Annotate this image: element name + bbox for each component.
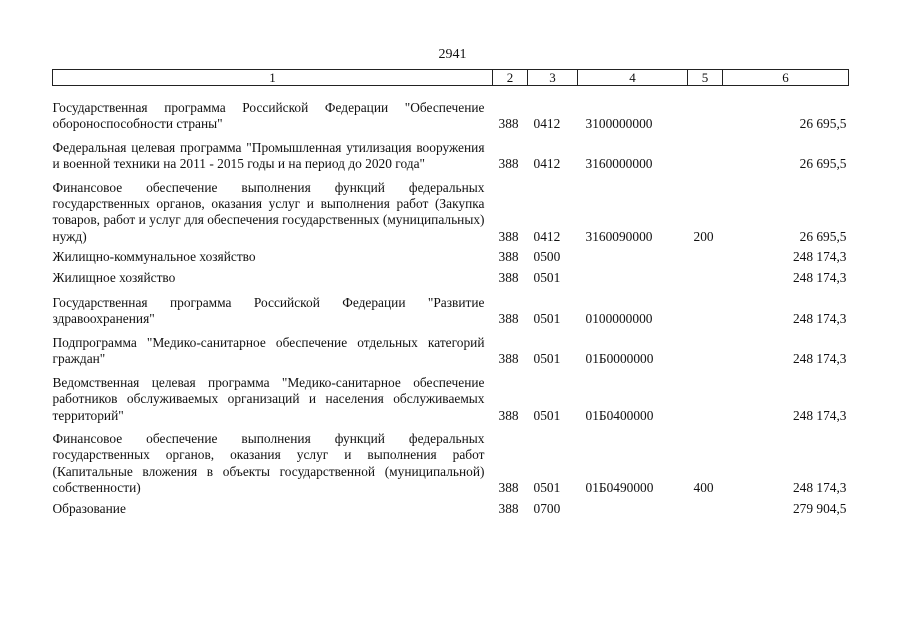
section-code-cell — [528, 501, 578, 517]
row-spacer — [53, 133, 849, 140]
row-spacer-cell — [53, 328, 849, 335]
ministry-code-cell-text: 388 — [498, 311, 519, 327]
target-article-cell — [578, 501, 688, 517]
target-article-cell-text: 01Б0000000 — [585, 351, 654, 367]
amount-cell-text: 248 174,3 — [792, 249, 847, 265]
ministry-code-cell-text: 388 — [498, 351, 519, 367]
ministry-code-cell — [493, 140, 528, 173]
row-name-cell-text: Государственная программа Российской Федерации "Развитие здравоохранения" — [52, 295, 485, 327]
amount-cell — [723, 295, 849, 328]
expense-type-cell — [688, 140, 723, 173]
ministry-code-cell-text: 388 — [498, 480, 519, 496]
row-spacer — [53, 424, 849, 431]
target-article-cell-text: 0100000000 — [585, 311, 653, 327]
row-spacer-cell — [53, 133, 849, 140]
target-article-cell-text: 3160000000 — [585, 156, 653, 172]
amount-cell — [723, 375, 849, 424]
expense-type-cell — [688, 180, 723, 246]
expense-type-cell-text: 200 — [693, 228, 714, 244]
table-row — [53, 180, 849, 246]
expense-type-cell — [688, 100, 723, 133]
row-spacer-cell — [53, 368, 849, 375]
column-header: 4 — [578, 70, 688, 86]
row-name-cell-text: Подпрограмма "Медико-санитарное обеспечение отдельных категорий граждан" — [52, 334, 485, 367]
row-spacer-cell — [53, 173, 849, 180]
amount-cell-text: 279 904,5 — [792, 500, 847, 516]
amount-cell — [723, 140, 849, 173]
ministry-code-cell — [493, 335, 528, 368]
row-name-cell — [53, 501, 493, 517]
ministry-code-cell-text: 388 — [498, 116, 519, 132]
amount-cell-text: 248 174,3 — [792, 311, 847, 327]
amount-cell — [723, 100, 849, 133]
target-article-cell-text: 01Б0400000 — [585, 407, 654, 423]
target-article-cell — [578, 180, 688, 246]
expense-type-cell — [688, 431, 723, 497]
amount-cell-text: 26 695,5 — [799, 228, 847, 244]
ministry-code-cell — [493, 249, 528, 265]
column-header: 1 — [53, 70, 493, 86]
section-code-cell — [528, 180, 578, 246]
table-body — [53, 86, 849, 517]
expense-type-cell — [688, 249, 723, 265]
column-numbers-header — [53, 70, 849, 86]
amount-cell — [723, 501, 849, 517]
section-code-cell-text: 0700 — [533, 500, 561, 516]
amount-cell-text: 26 695,5 — [799, 116, 847, 132]
expense-type-cell — [688, 335, 723, 368]
target-article-cell — [578, 270, 688, 286]
amount-cell-text: 26 695,5 — [799, 156, 847, 172]
row-name-cell-text: Финансовое обеспечение выполнения функций федеральных государственных органов, оказания услуг и выполнения работ (Капитальные вложения в объекты государственной (муниципальной) собственности) — [52, 430, 485, 496]
section-code-cell-text: 0500 — [533, 249, 561, 265]
expense-type-cell — [688, 270, 723, 286]
section-code-cell-text: 0501 — [533, 269, 561, 285]
ministry-code-cell — [493, 100, 528, 133]
section-code-cell-text: 0501 — [533, 407, 561, 423]
column-header: 6 — [723, 70, 849, 86]
amount-cell-text: 248 174,3 — [792, 480, 847, 496]
ministry-code-cell — [493, 270, 528, 286]
ministry-code-cell — [493, 295, 528, 328]
row-spacer — [53, 328, 849, 335]
amount-cell-text: 248 174,3 — [792, 269, 847, 285]
row-spacer — [53, 86, 849, 101]
ministry-code-cell — [493, 501, 528, 517]
section-code-cell — [528, 249, 578, 265]
target-article-cell — [578, 295, 688, 328]
row-name-cell-text: Жилищное хозяйство — [52, 269, 176, 285]
row-name-cell — [53, 335, 493, 368]
section-code-cell — [528, 100, 578, 133]
ministry-code-cell-text: 388 — [498, 500, 519, 516]
target-article-cell — [578, 375, 688, 424]
section-code-cell — [528, 270, 578, 286]
target-article-cell-text: 3100000000 — [585, 116, 653, 132]
page-number: 2941 — [438, 47, 467, 62]
expense-type-cell — [688, 295, 723, 328]
amount-cell — [723, 249, 849, 265]
row-name-cell-text: Ведомственная целевая программа "Медико-санитарное обеспечение работников обслуживаемых организаций и населения обслуживаемых территорий" — [52, 374, 485, 423]
ministry-code-cell — [493, 375, 528, 424]
ministry-code-cell — [493, 180, 528, 246]
row-name-cell — [53, 249, 493, 265]
row-name-cell-text: Жилищно-коммунальное хозяйство — [52, 249, 256, 265]
target-article-cell — [578, 100, 688, 133]
column-header: 5 — [688, 70, 723, 86]
target-article-cell-text: 01Б0490000 — [585, 480, 654, 496]
row-name-cell-text: Государственная программа Российской Федерации "Обеспечение обороноспособности страны" — [52, 100, 485, 132]
section-code-cell-text: 0412 — [533, 228, 561, 244]
row-name-cell — [53, 431, 493, 497]
target-article-cell — [578, 140, 688, 173]
expense-type-cell-text: 400 — [693, 480, 714, 496]
row-name-cell — [53, 295, 493, 328]
amount-cell — [723, 335, 849, 368]
ministry-code-cell — [493, 431, 528, 497]
section-code-cell — [528, 375, 578, 424]
ministry-code-cell-text: 388 — [498, 249, 519, 265]
row-spacer — [53, 368, 849, 375]
amount-cell-text: 248 174,3 — [792, 351, 847, 367]
row-name-cell-text: Финансовое обеспечение выполнения функций федеральных государственных органов, оказания услуг и выполнения работ (Закупка товаров, работ и услуг для обеспечения государственных (муниципальных) нужд) — [52, 179, 485, 244]
table-row — [53, 270, 849, 286]
budget-table — [52, 69, 849, 517]
row-spacer-cell — [53, 86, 849, 101]
row-name-cell — [53, 100, 493, 133]
ministry-code-cell-text: 388 — [498, 407, 519, 423]
target-article-cell-text: 3160090000 — [585, 228, 653, 244]
section-code-cell-text: 0501 — [533, 311, 561, 327]
ministry-code-cell-text: 388 — [498, 228, 519, 244]
table-row — [53, 431, 849, 497]
ministry-code-cell-text: 388 — [498, 269, 519, 285]
row-spacer-cell — [53, 286, 849, 295]
column-header: 3 — [528, 70, 578, 86]
table-row — [53, 249, 849, 265]
amount-cell — [723, 431, 849, 497]
amount-cell-text: 248 174,3 — [792, 407, 847, 423]
section-code-cell-text: 0412 — [533, 156, 561, 172]
target-article-cell — [578, 431, 688, 497]
table-row — [53, 295, 849, 328]
section-code-cell — [528, 335, 578, 368]
section-code-cell-text: 0501 — [533, 351, 561, 367]
row-spacer — [53, 173, 849, 180]
row-spacer — [53, 286, 849, 295]
section-code-cell-text: 0412 — [533, 116, 561, 132]
row-name-cell — [53, 140, 493, 173]
row-spacer-cell — [53, 424, 849, 431]
row-name-cell — [53, 270, 493, 286]
row-name-cell-text: Образование — [52, 500, 126, 516]
amount-cell — [723, 180, 849, 246]
section-code-cell-text: 0501 — [533, 480, 561, 496]
column-header: 2 — [493, 70, 528, 86]
section-code-cell — [528, 431, 578, 497]
table-row — [53, 375, 849, 424]
ministry-code-cell-text: 388 — [498, 156, 519, 172]
target-article-cell — [578, 249, 688, 265]
section-code-cell — [528, 140, 578, 173]
expense-type-cell — [688, 501, 723, 517]
table-row — [53, 501, 849, 517]
table-row — [53, 335, 849, 368]
table-row — [53, 100, 849, 133]
row-name-cell-text: Федеральная целевая программа "Промышленная утилизация вооружения и военной техники на 2011 - 2015 годы и на период до 2020 года" — [52, 139, 485, 172]
row-name-cell — [53, 375, 493, 424]
row-name-cell — [53, 180, 493, 246]
amount-cell — [723, 270, 849, 286]
table-row — [53, 140, 849, 173]
section-code-cell — [528, 295, 578, 328]
target-article-cell — [578, 335, 688, 368]
expense-type-cell — [688, 375, 723, 424]
